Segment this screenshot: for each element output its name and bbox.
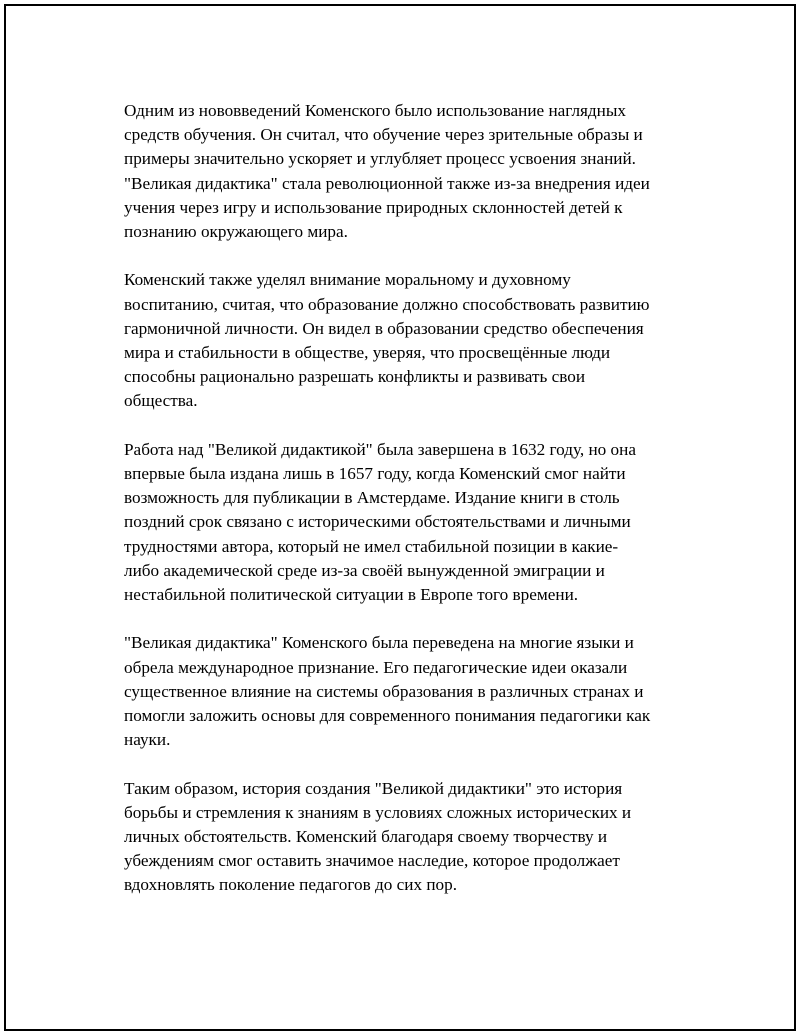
text-line: борьбы и стремления к знаниям в условиях сложных исторических и bbox=[124, 802, 632, 822]
text-line: воспитанию, считая, что образование должно способствовать развитию bbox=[124, 294, 650, 314]
text-line: средств обучения. Он считал, что обучение через зрительные образы и bbox=[124, 125, 643, 145]
text-line: учения через игру и использование природных склонностей детей к bbox=[124, 197, 623, 217]
text-line: науки. bbox=[124, 730, 171, 750]
text-line: трудностями автора, который не имел стабильной позиции в какие- bbox=[124, 536, 619, 556]
paragraph-5 bbox=[124, 777, 704, 898]
text-line: либо академической среде из-за своёй вынужденной эмиграции и bbox=[124, 560, 605, 580]
text-line: познанию окружающего мира. bbox=[124, 222, 348, 242]
paragraph-2 bbox=[124, 268, 704, 413]
text-line: гармоничной личности. Он видел в образовании средство обеспечения bbox=[124, 318, 644, 338]
text-line: нестабильной политической ситуации в Европе того времени. bbox=[124, 585, 579, 605]
paragraph-3 bbox=[124, 438, 704, 607]
text-line: Работа над "Великой дидактикой" была завершена в 1632 году, но она bbox=[124, 439, 636, 459]
text-line: Одним из нововведений Коменского было использование наглядных bbox=[124, 101, 627, 120]
text-line: обрела международное признание. Его педагогические идеи оказали bbox=[124, 657, 628, 677]
text-line: "Великая дидактика" Коменского была переведена на многие языки и bbox=[124, 633, 634, 653]
text-line: примеры значительно ускоряет и углубляет процесс усвоения знаний. bbox=[124, 149, 636, 169]
text-line: общества. bbox=[124, 391, 198, 411]
paragraph-1 bbox=[124, 99, 704, 244]
text-line: возможность для публикации в Амстердаме. Издание книги в столь bbox=[124, 488, 620, 508]
text-line: Таким образом, история создания "Великой дидактики" это история bbox=[124, 778, 623, 798]
text-line: поздний срок связано с историческими обстоятельствами и личными bbox=[124, 512, 631, 532]
text-line: убеждениям смог оставить значимое наследие, которое продолжает bbox=[124, 851, 620, 871]
text-line: помогли заложить основы для современного понимания педагогики как bbox=[124, 706, 651, 726]
text-line: впервые была издана лишь в 1657 году, когда Коменский смог найти bbox=[124, 464, 626, 484]
text-line: личных обстоятельств. Коменский благодаря своему творчеству и bbox=[124, 827, 608, 847]
text-line: способны рационально разрешать конфликты и развивать свои bbox=[124, 367, 586, 387]
paragraph-4 bbox=[124, 631, 704, 752]
document-body bbox=[124, 99, 704, 922]
text-line: существенное влияние на системы образования в различных странах и bbox=[124, 681, 644, 701]
text-line: вдохновлять поколение педагогов до сих пор. bbox=[124, 875, 458, 895]
text-line: "Великая дидактика" стала революционной также из-за внедрения идеи bbox=[124, 173, 650, 193]
page-frame bbox=[4, 4, 796, 1031]
text-line: мира и стабильности в обществе, уверяя, что просвещённые люди bbox=[124, 343, 611, 363]
text-line: Коменский также уделял внимание моральному и духовному bbox=[124, 270, 571, 290]
